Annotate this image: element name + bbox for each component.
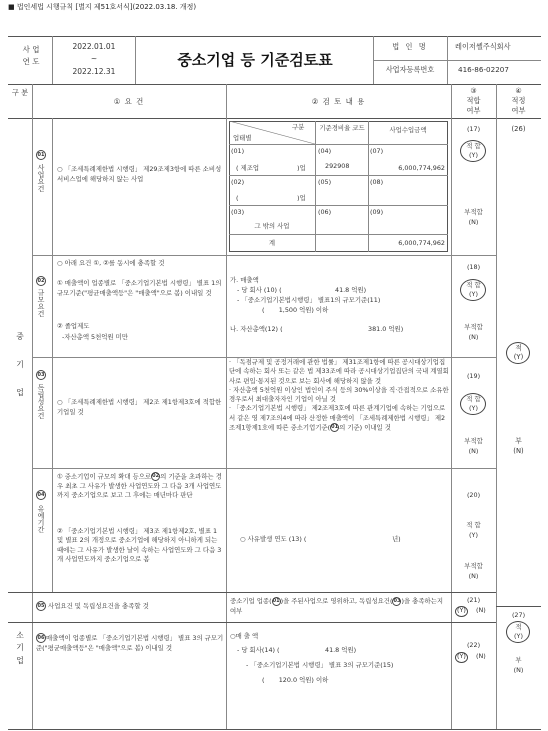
biz-n05: (05) (318, 178, 332, 186)
biz-n09: (09) (370, 208, 384, 216)
row04-fit-yes-mark: (Y) (469, 531, 478, 539)
biz-revenue1: 6,000,774,962 (398, 164, 445, 172)
sme-decision-ref: (26) (511, 125, 526, 133)
corp-name-label: 법 인 명 (392, 42, 428, 51)
row01-label: 사업요건 (37, 164, 45, 192)
biz-industry2-suffix: )업 (297, 194, 306, 202)
small-decision-yes-mark: (Y) (514, 632, 523, 640)
row06-r3: ( 120.0 억원) 이하 (262, 676, 329, 684)
sme-decision-yes: 적 (515, 344, 522, 352)
small-decision-yes: 적 (515, 623, 522, 631)
row02-line3: -자산총액 5천억원 미만 (62, 333, 128, 341)
row04-line1: ① 중소기업이 규모의 확대 등으로02의 기준을 초과하는 경우 최초 그 사유가 발생한 사업연도와 그 다음 3개 사업연도까지 중소기업으로 보고 그 후에는 매년마다 판단 (57, 472, 222, 500)
biz-table-code-header: 기준경비율 코드 (319, 124, 365, 132)
row02-fit-yes-mark: (Y) (469, 290, 478, 298)
row02-fit-no: 부적합 (464, 323, 483, 331)
biz-n04: (04) (318, 147, 332, 155)
row06-text: 06 매출액이 업종별로 「중소기업기본법 시행령」 별표 3의 규모기준("평균매출액등"은 "매출액"으로 봄) 이내일 것 (36, 634, 224, 652)
col-decision: 적정 여부 (511, 96, 526, 115)
biz-table-revenue-header: 사업수입금액 (389, 126, 427, 134)
row04-label: 유예기간 (37, 505, 45, 533)
biz-other: 그 밖의 사업 (254, 222, 290, 230)
row05-fit-ref: (21) (466, 596, 481, 604)
row06-fit-ref: (22) (466, 641, 481, 649)
biz-code1: 292908 (325, 162, 350, 170)
row02-line0: ○ 아래 요건 ①, ②를 동시에 충족할 것 (57, 259, 165, 267)
row02-number: 02 (36, 276, 46, 286)
row01-fit-yes-mark: (Y) (469, 151, 478, 159)
row03-fit-no-mark: (N) (468, 447, 479, 455)
form-reference: ■ 법인세법 시행규칙 [별지 제51호서식](2022.03.18. 개정) (8, 3, 197, 11)
row05-review: 중소기업 업종(01)을 주된사업으로 영위하고, 독립성요건(03)을 충족하는지 여부 (230, 597, 444, 616)
period-from: 2022.01.01 (72, 42, 116, 51)
row03-fit-ref: (19) (466, 372, 481, 380)
col-fit-num: ③ (470, 87, 477, 95)
biz-n01: (01) (231, 147, 245, 155)
row02-ga: 가. 매출액 (230, 276, 259, 284)
sme-decision-no: 부 (515, 437, 522, 445)
row03-label: 독립성요건 (37, 384, 45, 419)
row06-r0: ○매 출 액 (230, 632, 259, 640)
row03-text: ○ 「조세특례제한법 시행령」 제2조 제1항제3호에 적합한 기업일 것 (57, 398, 222, 416)
row02-ga1: - 당 회사 (10) ( (237, 286, 282, 294)
row01-text: ○ 「조세특례제한법 시행령」 제29조제3항에 따른 소비성 서비스업에 해당하지 않는 사업 (57, 165, 222, 183)
row02-ga1-val: 41.8 억원) (335, 286, 367, 294)
biz-no: 416-86-02207 (458, 65, 509, 74)
row04-review-end: 년) (392, 535, 401, 543)
biz-total-label: 계 (268, 239, 276, 247)
sme-decision-yes-mark: (Y) (513, 353, 524, 361)
row01-fit-ref: (17) (466, 125, 481, 133)
row05-text: 05 사업요건 및 독립성요건을 충족할 것 (37, 602, 149, 610)
row04-fit-no-mark: (N) (468, 572, 479, 580)
row02-fit-no-mark: (N) (468, 333, 479, 341)
row04-line2: ② 「중소기업기본법 시행령」 제3조 제1항제2호, 별표 1 및 별표 2의 개정으로 중소기업에 해당하지 아니하게 되는 때에는 그 사유가 발생한 날이 속하는 사업연도와 그 다음 3개 사업연도까지 중소기업으로 봄 (57, 527, 222, 563)
row02-fit-ref: (18) (466, 263, 481, 271)
sme-decision-no-mark: (N) (513, 447, 524, 455)
biz-n03: (03) (231, 208, 245, 216)
biz-table-gubun: 구분 (292, 123, 305, 131)
row05-fit-n: (N) (476, 606, 486, 614)
col-requirement: ① 요 건 (113, 97, 145, 106)
biz-n08: (08) (370, 178, 384, 186)
sme-label: 중 기 업 (16, 332, 24, 398)
row06-r1-val: 41.8 억원) (325, 646, 357, 654)
col-gubun: 구 분 (11, 88, 29, 97)
row02-label: 규모요건 (37, 289, 45, 317)
biz-industry2: ( (236, 194, 239, 202)
row04-fit-yes: 적 합 (466, 521, 481, 529)
row04-number: 04 (36, 490, 46, 500)
row06-fit-y: (Y) (457, 652, 466, 660)
row04-fit-ref: (20) (466, 491, 481, 499)
row01-fit-yes: 적 합 (466, 142, 481, 150)
biz-n07: (07) (370, 147, 384, 155)
row01-fit-no-mark: (N) (468, 218, 479, 226)
row04-review: ○ 사유발생 연도 (13) ( (240, 535, 307, 543)
small-decision-ref: (27) (511, 611, 526, 619)
biz-industry1-suffix: )업 (297, 164, 306, 172)
row06-r2: - 「중소기업기본법 시행령」 별표 3의 규모기준(15) (246, 661, 394, 669)
row04-fit-no: 부적합 (464, 562, 483, 570)
row06-fit-n: (N) (476, 652, 486, 660)
biz-table-industry-header: 업태별 (233, 134, 252, 142)
biz-industry1: ( 제조업 (236, 164, 260, 172)
row06-r1: - 당 회사(14) ( (237, 646, 280, 654)
row02-line2: ② 졸업제도 (57, 322, 90, 330)
row03-fit-yes-mark: (Y) (469, 404, 478, 412)
small-decision-no: 부 (515, 656, 522, 664)
row01-fit-no: 부적합 (464, 208, 483, 216)
row01-number: 01 (36, 150, 46, 160)
row05-fit-y: (Y) (457, 606, 466, 614)
page-title: 중소기업 등 기준검토표 (177, 51, 333, 69)
row03-number: 03 (36, 370, 46, 380)
row02-fit-yes: 적 합 (466, 281, 481, 289)
corp-name: 레이저쎌주식회사 (455, 42, 511, 51)
col-fit: 적합 여부 (466, 96, 481, 115)
biz-n06: (06) (318, 208, 332, 216)
row02-ga2: - 「중소기업기본법시행령」 별표1의 규모기준(11) (237, 296, 381, 304)
row03-fit-no: 부적합 (464, 437, 483, 445)
biz-no-label: 사업자등록번호 (385, 65, 435, 74)
row02-na-val: 381.0 억원) (368, 325, 404, 333)
small-decision-no-mark: (N) (513, 666, 524, 674)
biz-n02: (02) (231, 178, 245, 186)
period-tilde: ~ (90, 54, 98, 63)
row02-na: 나. 자산총액(12) ( (230, 325, 283, 333)
row02-line1: ① 매출액이 업종별로 「중소기업기본법 시행령」 별표 1의 규모기준("평균매출액등"은 "매출액"으로 봄) 이내일 것 (57, 279, 222, 297)
col-decision-num: ④ (515, 87, 522, 95)
row02-ga2-val: ( 1,500 억원) 이하 (262, 306, 329, 314)
year-label: 사 업 연 도 (22, 45, 40, 66)
row03-bullets: · 「독점규제 및 공정거래에 관한 법률」 제31조제1항에 따른 공시대상기업집단에 속하는 회사 또는 같은 법 제33조에 따라 공시대상기업집단의 국내 계열회사로 편입·통지된 것으로 보는 회사에 해당하지 않을 것 · 자산총액 5천억원 이상인 법인이 주식 등의 30%이상을 직·간접적으로 소유한 경우로서 최대출자자인 기업이 아닐 것 · 「중소기업기본법 시행령」 제2조제3호에 따른 관계기업에 속하는 기업으로서 같은 영 제7조의4에 따라 산정한 매출액이 「조세특례제한법 시행령」 제2조제1항제1호에 따른 중소기업기준(01의 기준) 이내일 것 (229, 358, 449, 432)
small-label: 소 기 업 (16, 631, 24, 665)
col-review: ② 검 토 내 용 (311, 97, 366, 106)
biz-total: 6,000,774,962 (398, 239, 445, 247)
row03-fit-yes: 적 합 (466, 395, 481, 403)
period-to: 2022.12.31 (72, 67, 116, 76)
